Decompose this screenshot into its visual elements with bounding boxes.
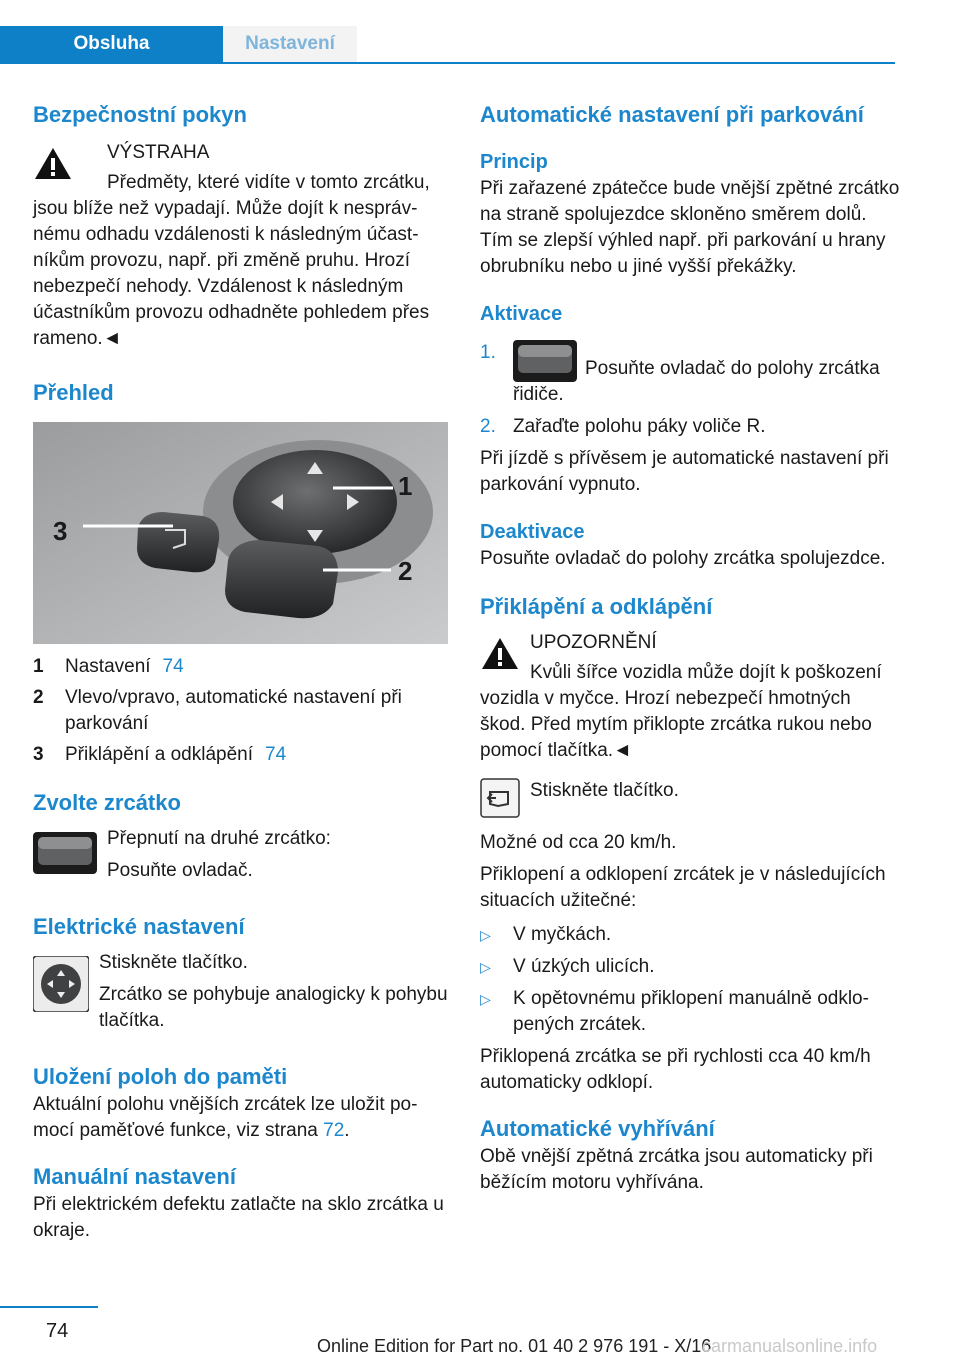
select-mirror-block (33, 826, 448, 884)
callout-2: 2 (398, 556, 413, 586)
chapter-tabs (0, 26, 895, 64)
page-number: 74 (46, 1320, 69, 1342)
deactivation-title: Deaktivace (480, 521, 585, 543)
heating-title: Automatické vyhřívání (480, 1116, 715, 1141)
overview-title: Přehled (33, 380, 114, 405)
legend-item (33, 654, 448, 680)
fold-mirror-button-icon (480, 778, 520, 818)
footer-divider (0, 1306, 98, 1308)
useful-text: Přiklopení a odklopení zrcátek je v následujících situacích užitečné: (480, 864, 886, 911)
warning-text: Předměty, které vidíte v tomto zrcátku, jsou blíže než vypadají. Může dojít k nesprávnému odhadu vzdálenosti k následným účastníkům provozu, např. při změně pruhu. Hrozí nebezpečí nehody. Vzdálenost k následným účastníkům provozu odhadněte pohledem přes rameno.◄ (33, 172, 430, 349)
tab-nastaveni[interactable]: Nastavení (223, 26, 357, 62)
step-number: 2. (480, 416, 496, 437)
electric-line-1: Stiskněte tlačítko. (99, 952, 248, 973)
switch-button-icon (33, 832, 97, 874)
memory-title: Uložení poloh do paměti (33, 1064, 288, 1089)
legend-text: Vlevo/vpravo, automatické nastavení při parkování (65, 687, 402, 734)
safety-title: Bezpečnostní pokyn (33, 102, 247, 127)
callout-3: 3 (53, 516, 68, 546)
triangle-bullet-icon: ▷ (480, 991, 491, 1007)
select-line-1: Přepnutí na druhé zrcátko: (107, 828, 331, 849)
step-text: Zařaďte polohu páky voliče R. (513, 416, 766, 437)
legend-item (33, 685, 448, 737)
triangle-bullet-icon: ▷ (480, 959, 491, 975)
list-item (480, 414, 900, 440)
legend-number: 1 (33, 656, 44, 677)
switch-button-icon (513, 340, 577, 382)
useful-list (480, 922, 900, 1038)
step-number: 1. (480, 342, 496, 363)
caution-triangle-icon (480, 636, 520, 672)
heating-text: Obě vnější zpětná zrcátka jsou automaticky při běžícím motoru vyhřívána. (480, 1146, 873, 1193)
overview-legend (33, 654, 448, 768)
legend-number: 3 (33, 744, 44, 765)
legend-number: 2 (33, 687, 44, 708)
left-column (33, 100, 448, 1244)
manual-title: Manuální nastavení (33, 1164, 236, 1189)
caution-label: UPOZORNĚNÍ (530, 632, 657, 653)
speed-text: Možné od cca 20 km/h. (480, 832, 677, 853)
list-item: ▷ K opětovnému přiklopení manuálně odklopených zrcátek. (480, 986, 900, 1038)
activation-steps (480, 340, 900, 440)
list-item: ▷ V myčkách. (480, 922, 900, 948)
warning-block (33, 140, 448, 352)
right-column (480, 100, 900, 1196)
deactivation-text: Posuňte ovladač do polohy zrcátka spolujezdce. (480, 548, 886, 569)
fold-button-block (480, 778, 900, 826)
page-ref-link[interactable]: 74 (265, 744, 287, 765)
select-line-2: Posuňte ovladač. (107, 860, 253, 881)
trailer-text: Při jízdě s přívěsem je automatické nastavení při parkování vypnuto. (480, 448, 889, 495)
auto-parking-title: Automatické nastavení při parkování (480, 102, 864, 127)
edition-text: Online Edition for Part no. 01 40 2 976 191 - X/16 (317, 1336, 712, 1356)
four-way-button-icon (33, 956, 89, 1012)
auto-unfold-text: Přiklopená zrcátka se při rychlosti cca 40 km/h automaticky odklopí. (480, 1046, 871, 1093)
triangle-bullet-icon: ▷ (480, 927, 491, 943)
mirror-control-image (33, 422, 448, 644)
page-ref-link[interactable]: 74 (162, 656, 184, 677)
memory-text: Aktuální polohu vnějších zrcátek lze uložit pomocí paměťové funkce, viz strana 72. (33, 1094, 418, 1141)
principle-text: Při zařazené zpátečce bude vnější zpětné zrcátko na straně spolujezdce skloněno směrem dolů. Tím se zlepší výhled např. při parkování u hrany obrubníku nebo u jiné vyšší překážky. (480, 178, 900, 277)
principle-title: Princip (480, 151, 548, 173)
fold-title: Přiklápění a odklápění (480, 594, 713, 619)
caution-block (480, 630, 900, 764)
list-item: ▷ V úzkých ulicích. (480, 954, 900, 980)
warning-label: VÝSTRAHA (107, 142, 210, 163)
legend-item (33, 742, 448, 768)
watermark: carmanualsonline.info (702, 1336, 878, 1356)
caution-text: Kvůli šířce vozidla může dojít k poškození vozidla v myčce. Hrozí nebezpečí hmotných škod. Před mytím přiklopte zrcátka rukou nebo pomocí tlačítka.◄ (480, 662, 882, 761)
electric-title: Elektrické nastavení (33, 914, 245, 939)
legend-text: Nastavení 74 (65, 656, 184, 677)
tab-obsluha[interactable]: Obsluha (0, 26, 223, 62)
list-item (480, 340, 900, 408)
warning-triangle-icon (33, 146, 73, 182)
page-ref-link[interactable]: 72 (323, 1120, 345, 1141)
electric-line-2: Zrcátko se pohybuje analogicky k pohybu tlačítka. (99, 984, 448, 1031)
select-mirror-title: Zvolte zrcátko (33, 790, 181, 815)
step-text: Posuňte ovladač do polohy zrcátka řidiče. (513, 340, 900, 408)
activation-title: Aktivace (480, 303, 563, 325)
legend-text: Přiklápění a odklápění 74 (65, 744, 287, 765)
manual-text: Při elektrickém defektu zatlačte na sklo zrcátka u okraje. (33, 1194, 444, 1241)
electric-block (33, 950, 448, 1034)
callout-1: 1 (398, 471, 413, 501)
press-button-text: Stiskněte tlačítko. (530, 780, 679, 801)
